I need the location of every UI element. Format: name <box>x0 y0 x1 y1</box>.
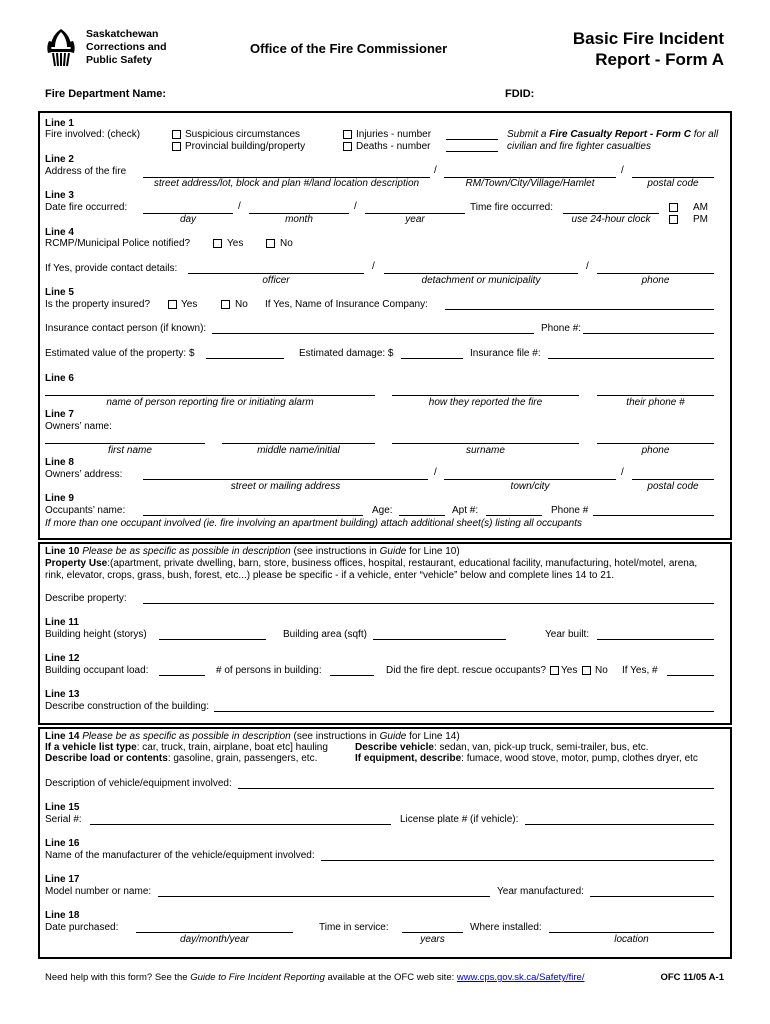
rescue-label: Did the fire dept. rescue occupants? <box>386 665 547 676</box>
time-in-service-field[interactable] <box>402 932 463 933</box>
serial-label: Serial #: <box>45 814 82 825</box>
cap-surname: surname <box>466 445 505 456</box>
owner-phone-field[interactable] <box>597 443 714 444</box>
describe-property-field[interactable] <box>143 603 714 604</box>
line9-heading: Line 9 <box>45 493 74 504</box>
injuries-number-field[interactable] <box>446 139 498 140</box>
cap-middle-name: middle name/initial <box>257 445 340 456</box>
where-installed-field[interactable] <box>549 932 714 933</box>
property-use-text: :(apartment, private dwelling, barn, store, business offices, hospital, restaurant, educational facility, manufacturing, hotel/motel, arena, <box>107 558 698 569</box>
describe-vehicle-row <box>355 742 648 753</box>
fdid-label: FDID: <box>505 88 535 100</box>
license-plate-label: License plate # (if vehicle): <box>400 814 519 825</box>
line14-heading: Line 14 <box>45 731 80 742</box>
occupant-load-label: Building occupant load: <box>45 665 149 676</box>
persons-in-building-label: # of persons in building: <box>216 665 322 676</box>
injuries-checkbox[interactable] <box>343 130 352 139</box>
cap-rm: RM/Town/City/Village/Hamlet <box>465 178 595 189</box>
cap-month: month <box>285 214 313 225</box>
pm-checkbox[interactable] <box>669 215 678 224</box>
cap-owner-phone: phone <box>641 445 670 456</box>
cap-phone: phone <box>641 275 670 286</box>
insurance-contact-field[interactable] <box>212 333 534 334</box>
equipment-text: : fumace, wood stove, motor, pump, clothes dryer, etc <box>461 753 698 764</box>
deaths-label: Deaths - number <box>356 141 431 152</box>
insurance-company-label: If Yes, Name of Insurance Company: <box>265 299 428 310</box>
insurance-phone-field[interactable] <box>583 333 714 334</box>
year-built-label: Year built: <box>545 629 590 640</box>
pm-label: PM <box>693 214 708 225</box>
insured-yes-label: Yes <box>181 299 198 310</box>
line10-heading: Line 10 <box>45 546 80 557</box>
ofc-website-link[interactable]: www.cps.gov.sk.ca/Safety/fire/ <box>456 972 585 983</box>
help-text-mid: available at the OFC web site: <box>324 972 457 983</box>
provincial-checkbox[interactable] <box>172 142 181 151</box>
insured-no-label: No <box>235 299 248 310</box>
insurance-contact-label: Insurance contact person (if known): <box>45 323 207 334</box>
org-line-2: Corrections and <box>86 41 167 53</box>
occupant-age-label: Age: <box>372 505 393 516</box>
rescue-yes-label: Yes <box>561 665 578 676</box>
cap-reporter-name: name of person reporting fire or initiating alarm <box>106 397 314 408</box>
model-label: Model number or name: <box>45 886 152 897</box>
police-no-label: No <box>280 238 293 249</box>
owner-middle-name-field[interactable] <box>222 443 375 444</box>
construction-label: Describe construction of the building: <box>45 701 209 712</box>
insurance-company-field[interactable] <box>445 309 714 310</box>
help-text <box>45 972 584 983</box>
reporter-phone-field[interactable] <box>597 395 714 396</box>
property-value-field[interactable] <box>206 358 284 359</box>
construction-field[interactable] <box>214 711 714 712</box>
model-field[interactable] <box>158 896 490 897</box>
line6-heading: Line 6 <box>45 373 74 384</box>
line10-heading-rest-pre: (see instructions in <box>293 546 380 557</box>
insurance-phone-label: Phone #: <box>541 323 582 334</box>
equipment-label: If equipment, describe <box>355 753 462 764</box>
owner-postal-field[interactable] <box>632 479 714 480</box>
cap-detachment: detachment or municipality <box>421 275 541 286</box>
form-title <box>573 28 724 70</box>
property-use-label: Property Use <box>45 558 108 569</box>
form-code: OFC 11/05 A-1 <box>660 972 724 983</box>
cap-years: years <box>420 934 445 945</box>
line14-heading-row <box>45 731 460 742</box>
license-plate-field[interactable] <box>525 824 714 825</box>
fire-department-name-label: Fire Department Name: <box>45 88 167 100</box>
line4-heading: Line 4 <box>45 227 74 238</box>
reporter-how-field[interactable] <box>392 395 579 396</box>
where-installed-label: Where installed: <box>470 922 542 933</box>
line7-label: Owners’ name: <box>45 421 112 432</box>
owner-town-field[interactable] <box>444 479 616 480</box>
time-in-service-label: Time in service: <box>319 922 389 933</box>
describe-vehicle-label: Describe vehicle <box>355 742 434 753</box>
cap-postal: postal code <box>647 178 699 189</box>
cap-address: street address/lot, block and plan #/land location description <box>153 178 420 189</box>
line3-label: Date fire occurred: <box>45 202 128 213</box>
line13-heading: Line 13 <box>45 689 80 700</box>
vehicle-type-text: : car, truck, train, airplane, boat etc] hauling <box>136 742 328 753</box>
line15-heading: Line 15 <box>45 802 80 813</box>
insurance-file-field[interactable] <box>548 358 714 359</box>
line17-heading: Line 17 <box>45 874 80 885</box>
wheat-sheaf-icon <box>45 27 78 67</box>
cap-reporter-how: how they reported the fire <box>428 397 543 408</box>
rescue-no-checkbox[interactable] <box>582 666 591 675</box>
deaths-number-field[interactable] <box>446 151 498 152</box>
suspicious-checkbox[interactable] <box>172 130 181 139</box>
load-contents-text: : gasoline, grain, passengers, etc. <box>167 753 318 764</box>
police-phone-field[interactable] <box>597 273 714 274</box>
load-contents-label: Describe load or contents <box>45 753 168 764</box>
vehicle-type-label: If a vehicle list type <box>45 742 137 753</box>
year-manufactured-label: Year manufactured: <box>497 886 584 897</box>
occupant-name-field[interactable] <box>143 515 363 516</box>
vehicle-description-label: Description of vehicle/equipment involved: <box>45 778 232 789</box>
time-label: Time fire occurred: <box>470 202 553 213</box>
occupant-age-field[interactable] <box>399 515 445 516</box>
estimated-damage-field[interactable] <box>401 358 463 359</box>
year-built-field[interactable] <box>597 639 714 640</box>
vehicle-description-field[interactable] <box>238 788 714 789</box>
line7-heading: Line 7 <box>45 409 74 420</box>
date-purchased-field[interactable] <box>136 932 293 933</box>
building-area-label: Building area (sqft) <box>283 629 367 640</box>
cap-town: town/city <box>510 481 550 492</box>
injuries-label: Injuries - number <box>356 129 432 140</box>
manufacturer-label: Name of the manufacturer of the vehicle/equipment involved: <box>45 850 315 861</box>
help-guide-title: Guide to Fire Incident Reporting <box>190 972 325 983</box>
occupant-phone-field[interactable] <box>593 515 714 516</box>
line10-heading-guide: Guide <box>379 546 407 557</box>
am-label: AM <box>693 202 708 213</box>
line10-heading-rest-post: for Line 10) <box>406 546 460 557</box>
line11-heading: Line 11 <box>45 617 79 628</box>
insured-yes-checkbox[interactable] <box>168 300 177 309</box>
police-officer-field[interactable] <box>188 273 364 274</box>
casualty-note <box>507 129 718 153</box>
provincial-label: Provincial building/property <box>185 141 306 152</box>
occupant-apt-label: Apt #: <box>452 505 479 516</box>
building-height-field[interactable] <box>159 639 266 640</box>
owner-first-name-field[interactable] <box>45 443 205 444</box>
occupant-apt-field[interactable] <box>486 515 542 516</box>
police-no-checkbox[interactable] <box>266 239 275 248</box>
org-line-1: Saskatchewan <box>86 28 159 40</box>
line3-heading: Line 3 <box>45 190 74 201</box>
reporter-name-field[interactable] <box>45 395 375 396</box>
rescue-count-label: If Yes, # <box>622 665 658 676</box>
police-detachment-field[interactable] <box>384 273 578 274</box>
year-manufactured-field[interactable] <box>590 896 714 897</box>
insurance-file-label: Insurance file #: <box>470 348 541 359</box>
line5-label: Is the property insured? <box>45 299 151 310</box>
org-name <box>86 28 167 67</box>
line18-heading: Line 18 <box>45 910 80 921</box>
casualty-note-line-2: civilian and fire fighter casualties <box>507 141 651 152</box>
rescue-no-label: No <box>595 665 608 676</box>
line10-heading-italic: Please be as specific as possible in description <box>82 546 291 557</box>
line14-heading-italic: Please be as specific as possible in description <box>82 731 291 742</box>
estimated-damage-label: Estimated damage: $ <box>299 348 394 359</box>
line8-heading: Line 8 <box>45 457 74 468</box>
owner-surname-field[interactable] <box>392 443 579 444</box>
police-yes-label: Yes <box>227 238 244 249</box>
cap-officer: officer <box>262 275 290 286</box>
property-use-row <box>45 558 697 569</box>
org-line-3: Public Safety <box>86 54 152 66</box>
building-height-label: Building height (storys) <box>45 629 147 640</box>
am-checkbox[interactable] <box>669 203 678 212</box>
office-name: Office of the Fire Commissioner <box>250 41 448 56</box>
line1-heading: Line 1 <box>45 118 74 129</box>
line14-heading-rest-post: for Line 14) <box>406 731 460 742</box>
line9-label: Occupants’ name: <box>45 505 126 516</box>
line10-heading-row <box>45 546 460 557</box>
police-yes-checkbox[interactable] <box>213 239 222 248</box>
form-title-line-2: Report - Form A <box>595 50 724 69</box>
casualty-note-pre: Submit a <box>507 129 550 140</box>
line12-heading: Line 12 <box>45 653 80 664</box>
cap-first-name: first name <box>108 445 152 456</box>
serial-field[interactable] <box>90 824 391 825</box>
deaths-checkbox[interactable] <box>343 142 352 151</box>
line1-label: Fire involved: (check) <box>45 129 141 140</box>
describe-vehicle-text: : sedan, van, pick-up truck, semi-trailer, bus, etc. <box>433 742 649 753</box>
cap-date-purchased: day/month/year <box>180 934 249 945</box>
equipment-row <box>355 753 698 764</box>
line14-heading-guide: Guide <box>379 731 407 742</box>
date-purchased-label: Date purchased: <box>45 922 119 933</box>
cap-location: location <box>614 934 649 945</box>
property-use-line-2: rink, elevator, crops, grass, bush, forest, etc...) please be specific - if a vehicle, enter “vehicle” below and complete lines 14 to 21. <box>45 570 615 581</box>
line16-heading: Line 16 <box>45 838 80 849</box>
casualty-note-post: for all <box>690 129 719 140</box>
occupant-phone-label: Phone # <box>551 505 589 516</box>
rescue-count-field[interactable] <box>667 675 714 676</box>
logo <box>45 27 78 67</box>
building-area-field[interactable] <box>373 639 506 640</box>
insured-no-checkbox[interactable] <box>221 300 230 309</box>
line2-label: Address of the fire <box>45 166 127 177</box>
cap-24h: use 24-hour clock <box>571 214 651 225</box>
load-contents-row <box>45 753 317 764</box>
police-contact-label: If Yes, provide contact details: <box>45 263 178 274</box>
suspicious-label: Suspicious circumstances <box>185 129 301 140</box>
property-value-label: Estimated value of the property: $ <box>45 348 195 359</box>
line8-label: Owners’ address: <box>45 469 123 480</box>
cap-year: year <box>405 214 425 225</box>
vehicle-type-row <box>45 742 328 753</box>
help-text-pre: Need help with this form? See the <box>45 972 191 983</box>
line14-heading-rest-pre: (see instructions in <box>293 731 380 742</box>
manufacturer-field[interactable] <box>321 860 714 861</box>
line2-heading: Line 2 <box>45 154 74 165</box>
persons-in-building-field[interactable] <box>330 675 374 676</box>
owner-street-field[interactable] <box>143 479 428 480</box>
occupant-load-field[interactable] <box>159 675 205 676</box>
occupants-note: If more than one occupant involved (ie. fire involving an apartment building) attach additional sheet(s) listing all occupants <box>45 518 582 529</box>
cap-street: street or mailing address <box>230 481 341 492</box>
cap-owner-postal: postal code <box>647 481 699 492</box>
line5-heading: Line 5 <box>45 287 74 298</box>
describe-property-label: Describe property: <box>45 593 127 604</box>
form-title-line-1: Basic Fire Incident <box>572 29 724 48</box>
rescue-yes-checkbox[interactable] <box>550 666 559 675</box>
line4-label: RCMP/Municipal Police notified? <box>45 238 191 249</box>
cap-reporter-phone: their phone # <box>626 397 685 408</box>
cap-day: day <box>179 214 197 225</box>
casualty-note-form: Fire Casualty Report - Form C <box>549 129 691 140</box>
